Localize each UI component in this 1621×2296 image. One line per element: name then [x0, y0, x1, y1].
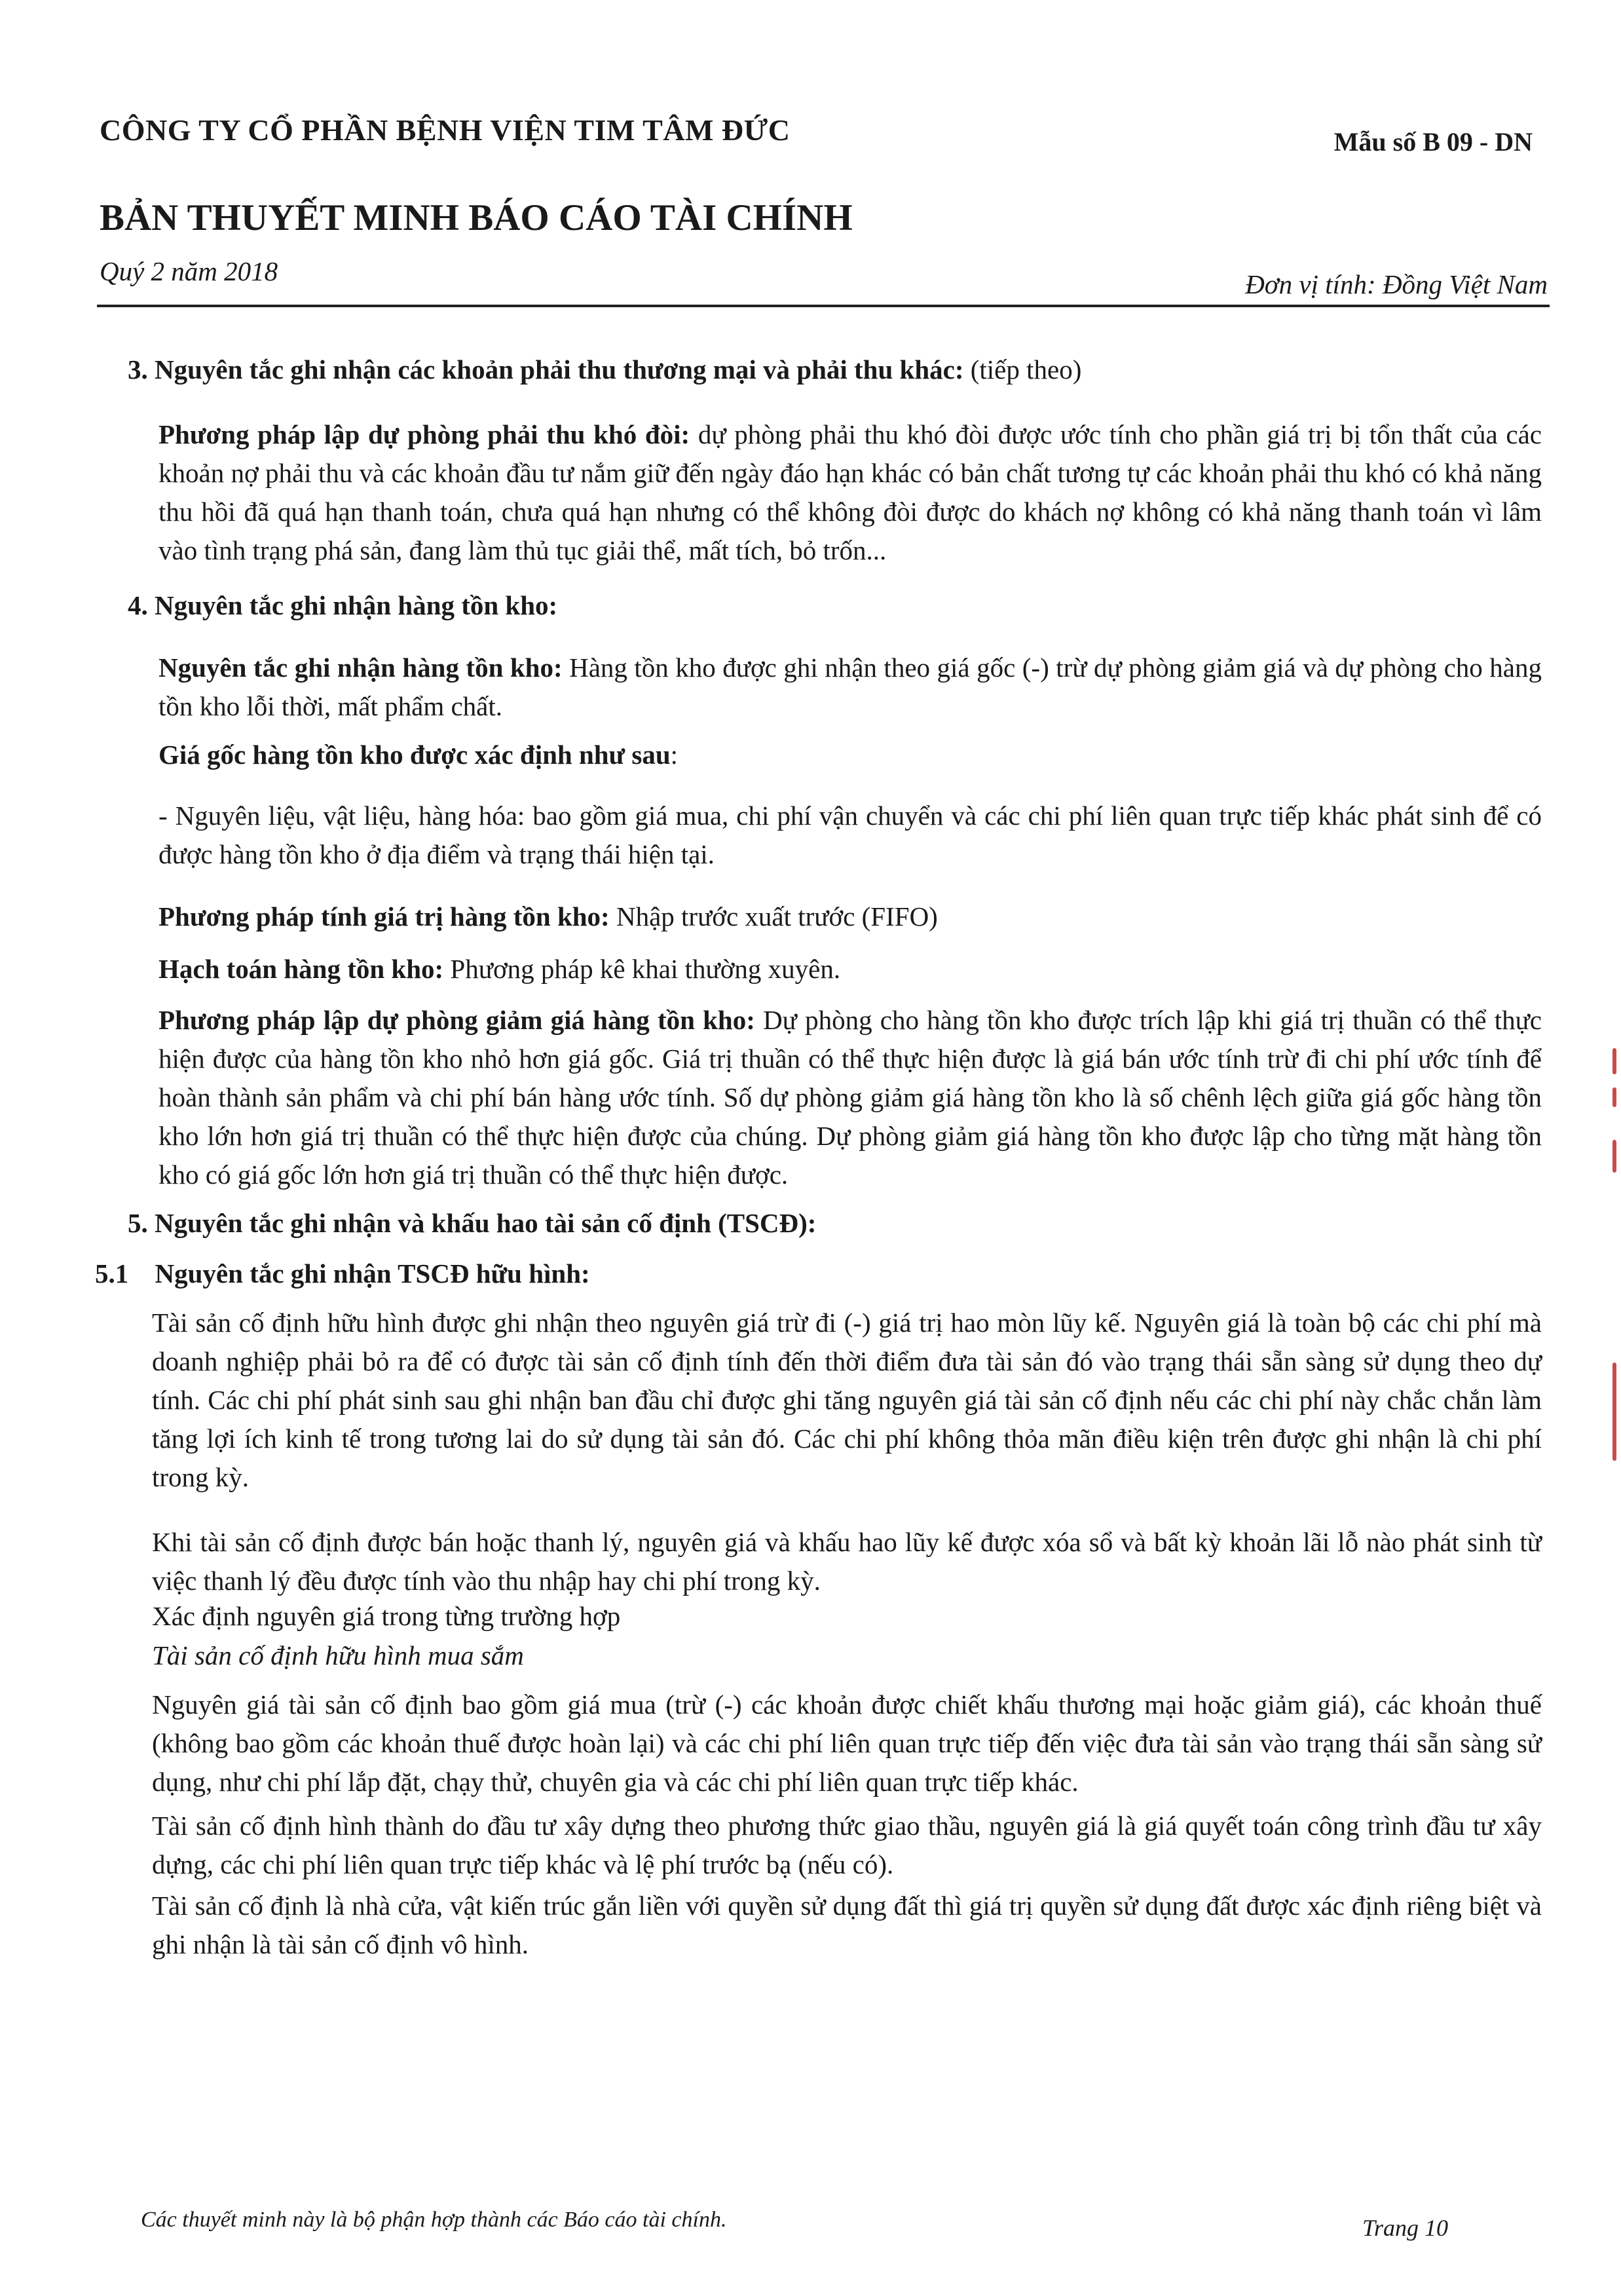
stamp-edge-mark	[1612, 1048, 1616, 1074]
section-3-title-tail: (tiếp theo)	[963, 354, 1082, 385]
document-title: BẢN THUYẾT MINH BÁO CÁO TÀI CHÍNH	[100, 197, 853, 238]
section-4-paragraph-3	[158, 797, 1542, 874]
section-3-title: Nguyên tắc ghi nhận các khoản phải thu thương mại và phải thu khác:	[155, 354, 964, 385]
section-5-1-number: 5.1	[95, 1258, 129, 1289]
inventory-valuation-text: Nhập trước xuất trước (FIFO)	[609, 901, 938, 932]
bad-debt-provision-label: Phương pháp lập dự phòng phải thu khó đòi:	[158, 419, 690, 449]
section-4-number: 4.	[128, 590, 148, 620]
reporting-period: Quý 2 năm 2018	[100, 256, 278, 286]
inventory-cost-label: Giá gốc hàng tồn kho được xác định như sau	[158, 740, 671, 770]
page-number: Trang 10	[1362, 2215, 1449, 2241]
section-4-paragraph-2	[158, 736, 1542, 774]
section-4-title: Nguyên tắc ghi nhận hàng tồn kho:	[155, 590, 558, 620]
inventory-provision-text: Dự phòng cho hàng tồn kho được trích lập khi giá trị thuần có thể thực hiện được của hàng tồn kho nhỏ hơn giá gốc. Giá trị thuần có thể thực hiện được là giá bán ước tính trừ đi chi phí ước tính để hoàn thành sản phẩm và chi phí bán hàng ước tính. Số dự phòng giảm giá hàng tồn kho là số chênh lệch giữa giá gốc hàng tồn kho lớn hơn giá trị thuần có thể thực hiện được của chúng. Dự phòng giảm giá hàng tồn kho được lập cho từng mặt hàng tồn kho có giá gốc lớn hơn giá trị thuần có thể thực hiện được.	[158, 1005, 1542, 1190]
purchased-asset-subheading: Tài sản cố định hữu hình mua sắm	[152, 1640, 524, 1670]
section-5-title: Nguyên tắc ghi nhận và khấu hao tài sản cố định (TSCĐ):	[155, 1208, 817, 1238]
construction-asset-cost-text: Tài sản cố định hình thành do đầu tư xây dựng theo phương thức giao thầu, nguyên giá là giá quyết toán công trình đầu tư xây dựng, các chi phí liên quan trực tiếp khác và lệ phí trước bạ (nếu có).	[152, 1811, 1542, 1879]
asset-disposal-text: Khi tài sản cố định được bán hoặc thanh lý, nguyên giá và khấu hao lũy kế được xóa sổ và bất kỳ khoản lãi lỗ nào phát sinh từ việc thanh lý đều được tính vào thu nhập hay chi phí trong kỳ.	[152, 1527, 1542, 1596]
currency-unit: Đơn vị tính: Đồng Việt Nam	[1245, 269, 1548, 299]
stamp-edge-mark	[1612, 1140, 1616, 1173]
section-5-1-paragraph-1	[152, 1304, 1542, 1497]
land-use-right-text: Tài sản cố định là nhà cửa, vật kiến trúc gắn liền với quyền sử dụng đất thì giá trị quyền sử dụng đất được xác định riêng biệt và ghi nhận là tài sản cố định vô hình.	[152, 1891, 1542, 1959]
section-5-1-paragraph-6	[152, 1807, 1542, 1884]
section-4-paragraph-5	[158, 950, 1542, 988]
section-3-heading	[128, 354, 1081, 385]
section-3-paragraph-1	[158, 415, 1542, 570]
footer-note: Các thuyết minh này là bộ phận hợp thành các Báo cáo tài chính.	[141, 2208, 727, 2232]
form-code: Mẫu số B 09 - DN	[1333, 127, 1533, 157]
tangible-asset-recognition-text: Tài sản cố định hữu hình được ghi nhận theo nguyên giá trừ đi (-) giá trị hao mòn lũy kế. Nguyên giá là toàn bộ các chi phí mà doanh nghiệp phải bỏ ra để có được tài sản cố định tính đến thời điểm đưa tài sản đó vào trạng thái sẵn sàng sử dụng theo dự tính. Các chi phí phát sinh sau ghi nhận ban đầu chỉ được ghi tăng nguyên giá tài sản cố định nếu các chi phí này chắc chắn làm tăng lợi ích kinh tế trong tương lai do sử dụng tài sản đó. Các chi phí không thỏa mãn điều kiện trên được ghi nhận là chi phí trong kỳ.	[152, 1308, 1542, 1492]
section-5-1-paragraph-5	[152, 1685, 1542, 1801]
inventory-cost-item: - Nguyên liệu, vật liệu, hàng hóa: bao gồm giá mua, chi phí vận chuyển và các chi phí liên quan trực tiếp khác phát sinh để có được hàng tồn kho ở địa điểm và trạng thái hiện tại.	[158, 800, 1542, 869]
section-5-heading	[128, 1207, 816, 1239]
header-divider	[97, 305, 1550, 307]
section-4-paragraph-1	[158, 649, 1542, 726]
inventory-valuation-label: Phương pháp tính giá trị hàng tồn kho:	[158, 901, 610, 932]
section-5-1-title: Nguyên tắc ghi nhận TSCĐ hữu hình:	[155, 1258, 590, 1289]
section-5-1-paragraph-4	[152, 1636, 1542, 1675]
stamp-edge-mark	[1612, 1087, 1616, 1107]
stamp-edge-mark	[1612, 1363, 1616, 1461]
section-3-number: 3.	[128, 354, 148, 385]
section-5-1-heading	[95, 1258, 590, 1289]
section-5-1-paragraph-2	[152, 1523, 1542, 1600]
bad-debt-provision-text: dự phòng phải thu khó đòi được ước tính cho phần giá trị bị tổn thất của các khoản nợ phải thu và các khoản đầu tư nắm giữ đến ngày đáo hạn khác có bản chất tương tự các khoản phải thu khó có khả năng thu hồi đã quá hạn thanh toán, chưa quá hạn nhưng có thể không đòi được do khách nợ không có khả năng thanh toán vì lâm vào tình trạng phá sản, đang làm thủ tục giải thể, mất tích, bỏ trốn...	[158, 419, 1542, 565]
inventory-cost-tail: :	[670, 740, 679, 770]
inventory-recognition-text: Hàng tồn kho được ghi nhận theo giá gốc (-) trừ dự phòng giảm giá và dự phòng cho hàng tồn kho lỗi thời, mất phẩm chất.	[158, 652, 1542, 721]
inventory-recognition-label: Nguyên tắc ghi nhận hàng tồn kho:	[158, 652, 563, 683]
section-4-paragraph-4	[158, 897, 1542, 936]
inventory-provision-label: Phương pháp lập dự phòng giảm giá hàng tồn kho:	[158, 1005, 755, 1035]
section-4-paragraph-6	[158, 1001, 1542, 1194]
cost-determination-text: Xác định nguyên giá trong từng trường hợp	[152, 1601, 621, 1631]
section-5-1-paragraph-3	[152, 1597, 1542, 1636]
purchased-asset-cost-text: Nguyên giá tài sản cố định bao gồm giá mua (trừ (-) các khoản được chiết khấu thương mại hoặc giảm giá), các khoản thuế (không bao gồm các khoản thuế được hoàn lại) và các chi phí liên quan trực tiếp đến việc đưa tài sản vào trạng thái sẵn sàng sử dụng, như chi phí lắp đặt, chạy thử, chuyên gia và các chi phí liên quan trực tiếp khác.	[152, 1689, 1542, 1797]
company-name: CÔNG TY CỔ PHẦN BỆNH VIỆN TIM TÂM ĐỨC	[100, 113, 791, 147]
section-4-heading	[128, 590, 557, 621]
section-5-1-paragraph-7	[152, 1887, 1542, 1964]
section-5-number: 5.	[128, 1208, 148, 1238]
inventory-accounting-label: Hạch toán hàng tồn kho:	[158, 954, 444, 984]
inventory-accounting-text: Phương pháp kê khai thường xuyên.	[443, 954, 841, 984]
